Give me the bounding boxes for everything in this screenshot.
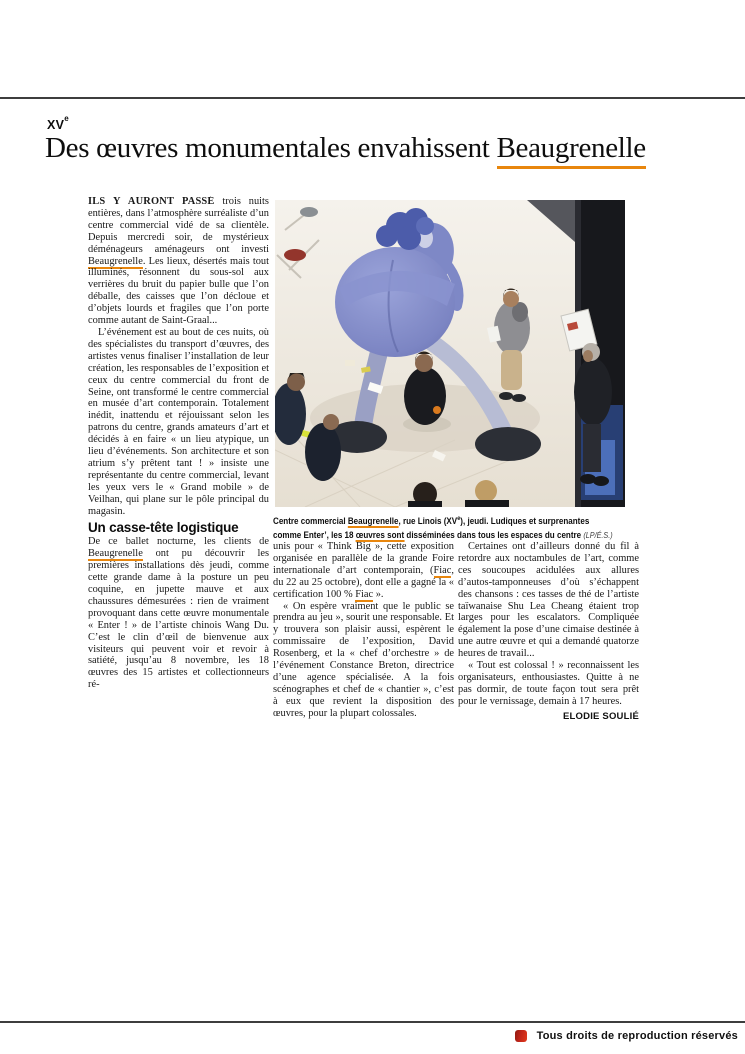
paragraph: De ce ballet nocturne, les clients de Beaugrenelle ont pu découvrir les premières installations dès jeudi, comme cette grande dame à la posture un peu coquine, en jupette mauve et aux chaussures démesurées : rien de vraiment provoquant dans cette œuvre monumentale « Enter ! » de l’artiste chinois Wang Du. C’est le clin d’œil de bienvenue aux visiteurs qui peuvent voir et revoir à satiété, jusqu’au 8 novembre, les 18 œuvres des 15 artistes et collectionneurs ré- [88,536,269,691]
subheading: Un casse-tête logistique [88,520,239,536]
copyright-notice: Tous droits de reproduction réservés [536,1030,738,1042]
footer [515,1030,738,1042]
lead-in: ILS Y AURONT PASSÉ [88,196,215,207]
photo-illustration [275,200,625,507]
paragraph: « Tout est colossal ! » reconnaissent les organisateurs, enthousiastes. Quitte à ne pas dormir, de toute façon tout sera prêt pour le vernissage, demain à 17 heures. [458,660,639,707]
bottom-rule [0,1021,745,1023]
headline: Des œuvres monumentales envahissent Beaugrenelle [45,132,745,165]
highlighted-term: œuvres sont [355,528,405,540]
section-label [47,114,70,133]
photo-credit: (LP/É.S.) [583,529,613,540]
photo-caption-line-2: comme Enter’, les 18 œuvres sont disséminées dans tous les espaces du centre (LP/É.S.) [273,528,613,540]
article-column-1 [88,196,269,752]
article-column-2 [273,541,454,753]
highlighted-term: Beaugrenelle [497,132,646,169]
photo-caption [273,512,633,542]
paragraph: ILS Y AURONT PASSÉ trois nuits entières, dans l’atmosphère surréaliste d’un centre commercial vidé de sa clientèle. Depuis mercredi soir, de mystérieux déménageurs aménageurs ont investi Beaugrenelle. Les lieux, désertés mais tout illuminés, résonnent du sous-sol aux verrières du bruit du papier bulle que l’on déballe, des caisses que l’on décloue et d’objets lourds et fragiles que l’on porte comme autant de Saint-Graal... [88,196,269,327]
article-column-3 [458,541,639,723]
highlighted-term: Beaugrenelle [88,255,143,267]
highlighted-term: Beaugrenelle [347,515,399,527]
highlighted-term: Fiac [433,564,452,576]
paragraph: « On espère vraiment que le public se prendra au jeu », sourit une responsable. Et y trouvera son plaisir aussi, espèrent le commissaire de l’exposition, David Rosenberg, et la « chef d’orchestre » de l’événement Constance Breton, directrice d’une agence spécialisée. A la fois scénographes et chef de « chantier », c’est à eux que revient la disposition des œuvres, pour la plupart colossales. [273,600,454,719]
section-label-text: XV [47,118,65,133]
photo-caption-line-1: Centre commercial Beaugrenelle, rue Linois (XVe), jeudi. Ludiques et surprenantes [273,515,590,527]
article-photo [275,200,625,507]
paragraph: Certaines ont d’ailleurs donné du fil à retordre aux noctambules de l’art, comme ces soucoupes acidulées aux allures d’autos-tamponneuses d’où s’échappent des chansons : ces tasses de thé de l’artiste taïwanaise Shu Lea Cheang étaient trop larges pour les escalators. Compliquée également la pose d’une cimaise destinée à une autre œuvre et qui a demandé quatorze heures de travail... [458,541,639,660]
paragraph: L’événement est au bout de ces nuits, où des spécialistes du transport d’œuvres, des artistes venus finaliser l’installation de leur création, les responsables de l’exposition et ceux du centre commercial du front de Seine, ont transformé le centre commercial en musée d’art contemporain. Totalement inédit, inattendu et réjouissant selon les patrons du centre, grands amateurs d’art et décidés à en faire « un lieu atypique, un lieu d’événements. Son architecture et son atrium s’y prêtent tant ! » insiste une représentante du centre commercial, levant les yeux vers le « Grand mobile » de Veilhan, qui plane sur le pôle principal du magasin. [88,326,269,517]
paragraph: unis pour « Think Big », cette exposition organisée en parallèle de la grande Foire internationale d’art contemporain, (Fiac, du 22 au 25 octobre), dont elle a gagné la « certification 100 % Fiac ». [273,541,454,600]
section-label-sup: e [64,114,70,123]
publisher-logo-icon [515,1030,527,1042]
byline: ELODIE SOULIÉ [563,710,639,722]
highlighted-term: Fiac [355,588,374,600]
highlighted-term: Beaugrenelle [88,548,143,560]
top-rule [0,97,745,99]
